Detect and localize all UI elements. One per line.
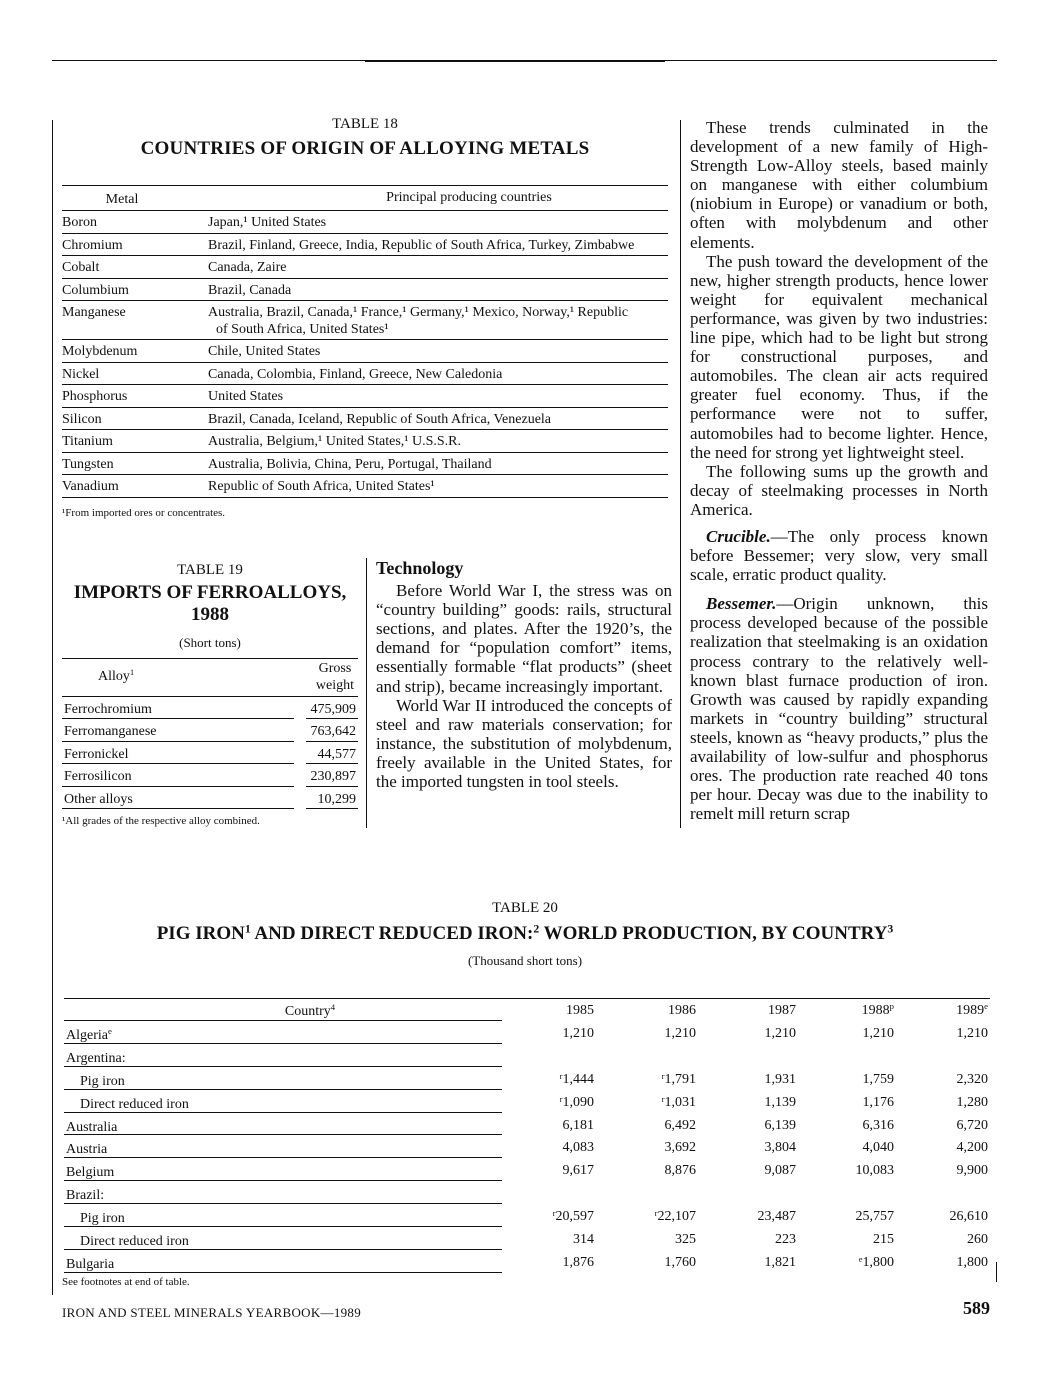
table20-col-country-mark: 4: [330, 1002, 336, 1013]
table18-body: [62, 211, 668, 498]
countries-line: of South Africa, United States¹: [216, 322, 389, 337]
table18-col-metal: Metal: [105, 192, 139, 207]
bessemer-paragraph: [690, 594, 988, 823]
alloy-cell: Ferrochromium: [64, 702, 152, 717]
table20-heading: [60, 900, 990, 969]
table-row: [62, 256, 668, 279]
country-name: Australia: [66, 1119, 118, 1135]
table19-label: TABLE 19: [177, 562, 243, 578]
countries-cell: [208, 363, 668, 384]
table-row: [62, 385, 668, 408]
value-cell: 1,176: [862, 1094, 894, 1110]
value-cell: 325: [675, 1232, 696, 1248]
table19-col-weight: [316, 660, 354, 694]
right-paragraph: The following sums up the growth and decay of steelmaking processes in North America.: [690, 461, 988, 519]
country-cell: [80, 1097, 189, 1113]
right-paragraph: The push toward the development of the new, higher strength products, hence lower weight for equivalent mechanical performance, was given by two industries: line pipe, which had to be light but strong for constructional purposes, and automobiles. The clean air acts required greater fuel economy. Thus, if the performance were not to suffer, automobiles had to become lighter. Hence, the need for strong yet lightweight steel.: [690, 251, 988, 462]
table-row: [64, 1135, 990, 1158]
table-row: [62, 475, 668, 498]
table-row: [64, 1113, 990, 1136]
crucible-paragraph: [690, 527, 988, 584]
country-mark: e: [107, 1026, 112, 1037]
table-row: [62, 363, 668, 386]
table-row: [64, 1204, 990, 1227]
table19-header: [62, 658, 358, 697]
table20-title-mark: 3: [887, 922, 894, 936]
value-cell: ʳ22,107: [654, 1209, 696, 1225]
right-column-text: [690, 118, 988, 823]
year-text: 1986: [668, 1003, 696, 1018]
table20-title-part: AND DIRECT REDUCED IRON:: [250, 923, 534, 944]
country-name: Austria: [66, 1142, 108, 1158]
metal-cell: Tungsten: [62, 456, 114, 472]
value-cell: 4,040: [862, 1140, 894, 1156]
value-cell: 1,876: [562, 1254, 594, 1270]
table-row: [62, 787, 358, 809]
countries-cell: [208, 453, 668, 474]
country-name: Direct reduced iron: [80, 1096, 189, 1112]
countries-cell: [208, 475, 668, 496]
value-cell: 1,210: [862, 1026, 894, 1041]
country-cell: [66, 1028, 112, 1044]
year-header: [956, 1003, 988, 1019]
bessemer-text: —Origin unknown, this process developed because of the possible realization that steelmaking is an oxidation process contrary to the relatively well-known blast furnace production of iron. Growth was caused by rapidly expanding markets in “country building” structural steels, known as “heavy products,” plus the availability of low-sulfur and phosphorus ores. The production rate reached 40 tons per hour. Decay was due to the inability to remelt mill return scrap: [690, 594, 988, 824]
table18-footnote: ¹From imported ores or concentrates.: [62, 507, 226, 519]
weight-cell: 230,897: [310, 769, 356, 785]
table18-label: TABLE 18: [332, 116, 398, 132]
country-cell: [66, 1188, 104, 1204]
table-row: [62, 211, 668, 234]
alloy-cell: Ferromanganese: [64, 724, 157, 740]
table18-title: COUNTRIES OF ORIGIN OF ALLOYING METALS: [140, 138, 590, 159]
value-cell: 1,759: [862, 1071, 894, 1087]
table20-col-country: [64, 1004, 556, 1020]
table18-header: [62, 185, 668, 211]
table-row: [64, 1044, 990, 1067]
country-name: Brazil:: [66, 1188, 105, 1204]
value-cell: 4,200: [956, 1140, 988, 1156]
table-row: [62, 697, 358, 719]
value-cell: 4,083: [562, 1140, 594, 1156]
countries-cell: [208, 430, 668, 451]
table-row: [62, 301, 668, 340]
value-cell: 1,210: [956, 1026, 988, 1041]
value-cell: 6,181: [562, 1117, 594, 1133]
table19-body: [62, 697, 358, 809]
table-row: [62, 764, 358, 786]
weight-cell: 10,299: [317, 791, 356, 807]
row-rule: [62, 808, 294, 809]
table19-subtitle: (Short tons): [179, 635, 241, 650]
countries-line: Republic of South Africa, United States¹: [208, 479, 435, 494]
countries-cell: [208, 256, 668, 277]
year-text: 1989: [956, 1003, 985, 1018]
country-cell: [66, 1142, 107, 1158]
table19-col-weight-line2: weight: [315, 678, 354, 693]
table20-body: [64, 1021, 990, 1273]
metal-cell: Titanium: [62, 434, 113, 449]
country-cell: [80, 1074, 125, 1090]
value-cell: 1,280: [956, 1094, 988, 1110]
countries-cell: [208, 301, 668, 339]
table20-title-mark: 2: [533, 922, 540, 936]
country-name: Bulgaria: [66, 1256, 115, 1272]
table20-subtitle: (Thousand short tons): [467, 953, 583, 968]
value-cell: 10,083: [855, 1163, 894, 1179]
year-text: 1988: [861, 1003, 890, 1018]
table-row: [62, 234, 668, 257]
table20-title: [60, 923, 990, 945]
year-header: [566, 1003, 594, 1019]
table-row: [64, 1250, 990, 1273]
countries-line: Chile, United States: [208, 344, 321, 359]
table20-title-mark: 1: [244, 922, 251, 936]
metal-cell: Silicon: [62, 411, 102, 427]
value-cell: ʳ1,090: [559, 1094, 594, 1110]
countries-line: Brazil, Canada: [208, 282, 292, 298]
table20-label: TABLE 20: [492, 900, 558, 916]
metal-cell: Molybdenum: [62, 344, 138, 359]
table-row: [62, 742, 358, 764]
technology-paragraph: World War II introduced the concepts of steel and raw materials conservation; for instance, the substitution of molybdenum, freely available in the United States, for the imported tungsten in tool steels.: [376, 695, 672, 792]
year-header: [862, 1003, 894, 1019]
table19-title: IMPORTS OF FERROALLOYS, 1988: [73, 582, 347, 625]
value-cell: ᵉ1,800: [858, 1254, 894, 1270]
table-row: [62, 453, 668, 476]
countries-cell: [208, 234, 668, 255]
value-cell: 9,617: [562, 1163, 594, 1179]
countries-line: Brazil, Canada, Iceland, Republic of South Africa, Venezuela: [208, 411, 552, 427]
metal-cell: Chromium: [62, 237, 123, 253]
table19-col-alloy-text: Alloy: [98, 669, 130, 684]
table-row: [64, 1181, 990, 1204]
table-row: [62, 279, 668, 302]
alloy-cell: Ferronickel: [64, 746, 129, 762]
value-cell: 1,210: [562, 1026, 594, 1041]
alloy-cell: Ferrosilicon: [64, 769, 132, 785]
far-right-rule: [996, 1262, 997, 1282]
table-row: [64, 1227, 990, 1250]
table19-heading: [60, 562, 360, 651]
bessemer-term: Bessemer.: [706, 594, 777, 614]
crucible-term: Crucible.: [706, 526, 771, 546]
value-cell: 25,757: [855, 1209, 894, 1225]
value-cell: 1,800: [956, 1254, 988, 1270]
countries-line: Australia, Bolivia, China, Peru, Portugal, Thailand: [208, 456, 492, 472]
country-name: Belgium: [66, 1165, 115, 1181]
value-cell: 6,492: [664, 1117, 696, 1133]
table19-col-alloy: [98, 669, 134, 685]
weight-cell: 763,642: [310, 724, 356, 740]
country-name: Direct reduced iron: [80, 1234, 189, 1250]
alloy-cell: Other alloys: [64, 791, 133, 807]
value-cell: 23,487: [757, 1209, 796, 1225]
table-row: [64, 1021, 990, 1044]
countries-line: Australia, Belgium,¹ United States,¹ U.S.S.R.: [208, 434, 461, 449]
right-paragraph: These trends culminated in the development of a new family of High-Strength Low-Alloy steels, based mainly on manganese with either columbium (niobium in Europe) or vanadium or both, often with molybdenum and other elements.: [690, 118, 988, 252]
table18-heading: [60, 116, 670, 160]
table20: [64, 998, 990, 1273]
value-cell: 6,316: [862, 1117, 894, 1133]
table19: [62, 658, 358, 809]
metal-cell: Boron: [62, 215, 97, 230]
metal-cell: Cobalt: [62, 260, 100, 275]
table20-title-part: WORLD PRODUCTION, BY COUNTRY: [539, 923, 888, 944]
country-cell: [80, 1234, 189, 1250]
country-name: Pig iron: [80, 1211, 125, 1227]
table-row: [62, 408, 668, 431]
footer-title: IRON AND STEEL MINERALS YEARBOOK—1989: [62, 1305, 362, 1320]
weight-cell: 475,909: [310, 702, 356, 717]
value-cell: 1,210: [764, 1026, 796, 1041]
value-cell: 314: [573, 1232, 594, 1248]
value-cell: 260: [967, 1232, 988, 1248]
technology-section: [376, 559, 672, 791]
table-row: [64, 1158, 990, 1181]
value-cell: 1,931: [764, 1071, 796, 1087]
year-header: [768, 1003, 796, 1019]
value-cell: 1,821: [764, 1254, 796, 1270]
value-cell: 1,760: [664, 1254, 696, 1270]
metal-cell: Phosphorus: [62, 389, 128, 404]
value-cell: 1,139: [764, 1094, 796, 1110]
technology-heading: Technology: [376, 558, 464, 578]
countries-cell: [208, 340, 668, 361]
page-number: 589: [963, 1298, 990, 1318]
top-rule-bold: [365, 60, 665, 62]
metal-cell: Nickel: [62, 366, 100, 382]
country-name: Pig iron: [80, 1073, 125, 1089]
countries-cell: [208, 279, 668, 300]
metal-cell: Manganese: [62, 305, 126, 320]
value-cell: 9,900: [956, 1163, 988, 1179]
year-text: 1987: [768, 1003, 796, 1018]
value-cell: ʳ20,597: [552, 1209, 594, 1225]
value-cell: 2,320: [956, 1071, 988, 1087]
middle-column-rule: [366, 558, 367, 828]
table20-header: [64, 998, 990, 1021]
year-header: [668, 1003, 696, 1019]
table18-col-countries: Principal producing countries: [386, 190, 552, 205]
left-column-rule: [52, 120, 53, 1295]
table19-col-alloy-mark: 1: [129, 667, 135, 678]
table-row: [64, 1067, 990, 1090]
value-cell: ʳ1,031: [661, 1094, 696, 1110]
value-cell: 3,692: [664, 1140, 696, 1156]
table20-col-country-text: Country: [284, 1004, 331, 1019]
row-rule: [64, 1272, 502, 1273]
value-cell: 215: [873, 1232, 894, 1248]
country-cell: [66, 1257, 114, 1273]
table18: [62, 185, 668, 498]
countries-cell: [208, 408, 668, 429]
value-cell: 8,876: [664, 1163, 696, 1179]
countries-line: Australia, Brazil, Canada,¹ France,¹ Germany,¹ Mexico, Norway,¹ Republic: [208, 305, 629, 320]
metal-cell: Vanadium: [62, 479, 119, 494]
value-cell: 6,720: [956, 1117, 988, 1133]
value-cell: ʳ1,791: [661, 1071, 696, 1087]
value-cell: 26,610: [949, 1209, 988, 1225]
metal-cell: Columbium: [62, 282, 129, 298]
value-cell: 223: [775, 1232, 796, 1248]
country-cell: [66, 1120, 117, 1136]
value-cell: 9,087: [764, 1163, 796, 1179]
countries-line: Japan,¹ United States: [208, 215, 327, 230]
table20-footnote: See footnotes at end of table.: [62, 1276, 190, 1288]
country-name: Argentina:: [66, 1050, 126, 1066]
table19-col-weight-line1: Gross: [318, 661, 352, 676]
right-column-rule: [680, 120, 681, 828]
country-cell: [66, 1051, 126, 1067]
table-row: [62, 340, 668, 363]
table-row: [62, 430, 668, 453]
weight-cell: 44,577: [317, 746, 356, 762]
year-text: 1985: [566, 1003, 594, 1018]
value-cell: 1,210: [664, 1026, 696, 1041]
crucible-text: —The only process known before Bessemer; very slow, very small scale, erratic product quality.: [690, 526, 988, 585]
table20-title-part: PIG IRON: [156, 923, 245, 944]
table19-footnote: ¹All grades of the respective alloy combined.: [62, 815, 260, 827]
country-name: Algeria: [66, 1028, 108, 1043]
countries-line: Brazil, Finland, Greece, India, Republic of South Africa, Turkey, Zimbabwe: [208, 237, 635, 253]
technology-paragraph: Before World War I, the stress was on “country building” goods: rails, structural sections, and plates. After the 1920’s, the demand for “population comfort” items, essentially formable “flat products” (sheet and strip), became increasingly important.: [376, 581, 672, 696]
countries-line: Canada, Zaire: [208, 260, 287, 275]
countries-cell: [208, 385, 668, 406]
row-rule: [306, 808, 358, 809]
countries-cell: [208, 211, 668, 232]
country-cell: [80, 1211, 125, 1227]
value-cell: ʳ1,444: [559, 1071, 594, 1087]
countries-line: Canada, Colombia, Finland, Greece, New Caledonia: [208, 366, 503, 382]
value-cell: 6,139: [764, 1117, 796, 1133]
table-row: [64, 1090, 990, 1113]
value-cell: 3,804: [764, 1140, 796, 1156]
country-cell: [66, 1165, 114, 1181]
year-mark: p: [889, 1001, 894, 1012]
year-mark: e: [984, 1001, 988, 1012]
countries-line: United States: [208, 389, 284, 404]
table-row: [62, 719, 358, 741]
